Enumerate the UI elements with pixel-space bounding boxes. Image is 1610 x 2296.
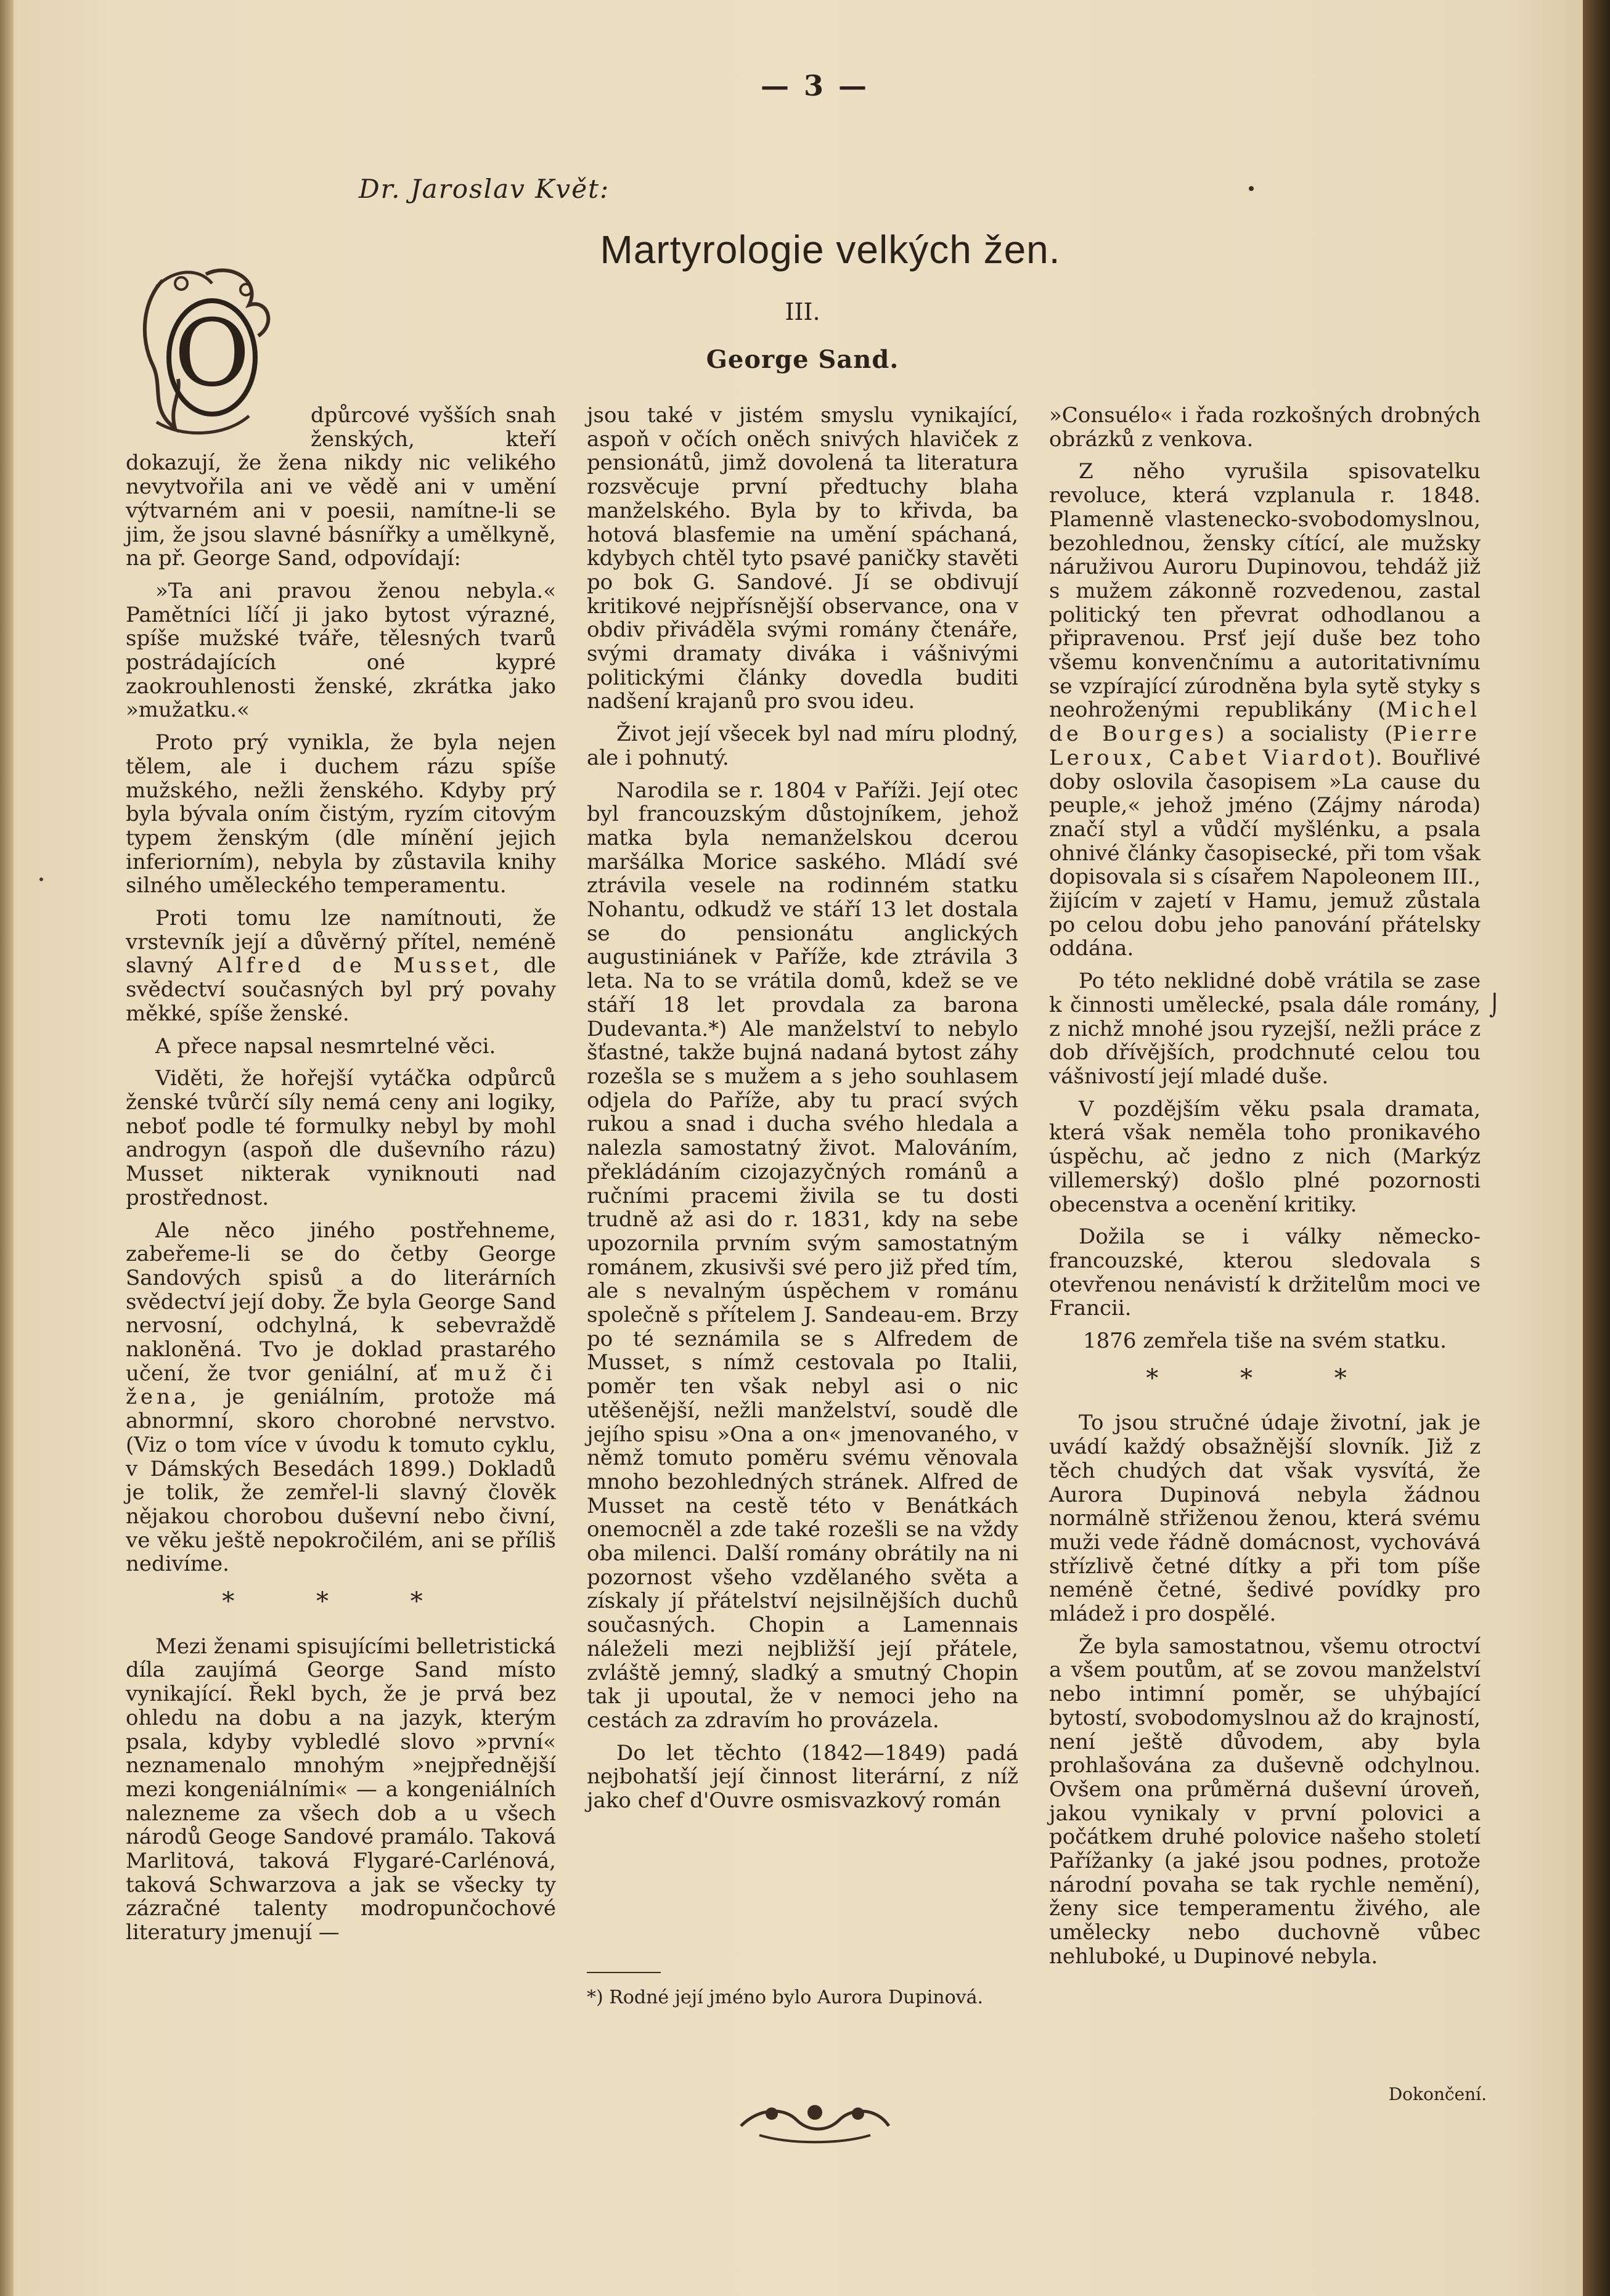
paragraph [126, 906, 556, 1026]
text: V pozdějším věku psala dramata, která však neměla toho pronikavého úspěchu, ač jedno z nich (Markýz villemerský) došlo plné pozornosti obecenstva a ocenění kritiky. [1049, 1096, 1481, 1217]
text: Viděti, že hořejší vytáčka odpůrců ženské tvůrčí síly nemá ceny ani logiky, neboť podle té formulky nebyl by mohl androgyn (aspoň dle duševního rázu) Musset nikterak vyniknouti nad prostřednost. [126, 1066, 556, 1210]
paragraph [1049, 1329, 1481, 1353]
text: Dožila se i války německo-francouzské, kterou sledovala s otevřenou nenávistí k držitelům moci ve Francii. [1049, 1224, 1481, 1321]
paragraph [1049, 404, 1481, 451]
section-separator: * * * [1146, 1364, 1384, 1393]
text: Že byla samostatnou, všemu otroctví a všem poutům, ať se zovou manželství nebo intimní poměr, se uhýbající bytostí, svobodomyslnou až do krajností, není ještě důvodem, aby byla prohlašována za duševně odchylnou. Ovšem ona průměrná duševní úroveň, jakou vynikaly v první polovici a počátkem druhé polovice našeho století Pařížanky (a jaké jsou podnes, protože národní povaha se tak rychle nemění), ženy sice temperamentu živého, ale umělecky nebo duchovně vůbec nehluboké, u Dupinové nebyla. [1049, 1634, 1481, 1969]
text: dpůrcové vyšších snah ženských, kteří dokazují, že žena nikdy nic velikého nevytvořila ani ve vědě ani v umění výtvarném ani v poesii, namítne-li se jim, že jsou slavné básnířky a umělkyně, na př. George Sand, odpovídají: [126, 403, 556, 571]
text: To jsou stručné údaje životní, jak je uvádí každý obsažnější slovník. Již z těch chudých dat však vysvítá, že Aurora Dupinová nebyla žádnou normálně střiženou ženou, která svému muži vede řádně domácnost, vychovává střízlivě četné dítky a při tom píše neméně četné, šedivé povídky pro mládež i pro dospělé. [1049, 1411, 1481, 1627]
author-byline: Dr. Jaroslav Květ: [359, 174, 610, 204]
paragraph [126, 579, 556, 722]
text: Po této neklidné době vrátila se zase k činnosti umělecké, psala dále romány, z nichž mnohé jsou ryzejší, nežli práce z dob dřívějších, prodchnuté celou tou vášnivostí její mladé duše. [1049, 969, 1481, 1089]
column-1 [126, 300, 557, 1953]
text: Ale něco jiného postřehneme, zabeřeme-li se do četby George Sandových spisů a do literárních svědectví její doby. Že byla George Sand nervosní, odchylná, k sebevraždě nakloněná. Tvo je doklad prastarého učení, že tvor geniální, ať [126, 1218, 556, 1386]
ornament-initial-o-icon [120, 262, 304, 441]
paragraph [126, 1067, 556, 1210]
paragraph [126, 1635, 556, 1945]
paragraph [1049, 1411, 1481, 1626]
paragraph [1049, 1097, 1481, 1217]
ornamental-initial [120, 262, 304, 441]
text: Proti tomu lze namítnouti, že vrstevník její a důvěrný přítel, neméně slavný [126, 906, 556, 979]
text: Proto prý vynikla, že byla nejen tělem, ale i duchem rázu spíše mužského, nežli ženského. Kdyby prý byla bývala oním čistým, ryzím citovým typem ženským (dle mínění jejich inferiorním), nebyla by zůstavila knihy silného uměleckého temperamentu. [126, 730, 556, 898]
text: Narodila se r. 1804 v Paříži. Její otec byl francouzským důstojníkem, jehož matka byla nemanželskou dcerou maršálka Morice saského. Mládí své ztrávila vesele na rodinném statku Nohantu, odkudž ve stáří 13 let dostala se do pensionátu anglických augustiniánek v Paříže, kde ztrávila 3 leta. Na to se vrátila domů, kdež se ve stáří 18 let provdala za barona Dudevanta.*) Ale manželství to nebylo šťastné, takže bujná nadaná bytost záhy rozešla se s mužem a s jeho souhlasem odjela do Paříže, aby tu prací svých rukou a snad i ducha svého hledala a nalezla samostatný život. Malováním, překládáním cizojazyčných románů a ručními pracemi živila se tu dosti trudně až asi do r. 1831, kdy na sebe upozornila prvním svým samostatným románem, zkusivši své pero již před tím, ale s nevalným úspěchem v románu společně s přítelem J. Sandeau-em. Brzy po té seznámila se s Alfredem de Musset, s nímž cestovala po Italii, poměr ten však nebyl asi o nic utěšenější, nežli manželství, soudě dle jejího spisu »Ona a on« jmenovaného, v němž tomuto poměru svému věnovala mnoho bezohledných stránek. Alfred de Musset na cestě této v Benátkách onemocněl a zde také rozešli se na vždy oba milenci. Další romány obrátily na ni pozornost všeho vzdělaného světa a získaly jí přátelství nejsilnějších duchů současných. Chopin a Lamennais náleželi mezi nejbližší její přátele, zvláště jemný, sladký a smutný Chopin tak ji upoutal, že v nemoci jeho na cestách za zdravím ho provázela. [587, 778, 1018, 1733]
speck [1249, 186, 1254, 191]
text: Do let těchto (1842—1849) padá nejbohatší její činnost literární, z níž jako chef d'Ouvre osmisvazkový román [587, 1740, 1018, 1814]
page-left-edge [0, 0, 14, 2296]
text: , je geniálním, protože má abnormní, skoro chorobné nervstvo. (Viz o tom více v úvodu k tomuto cyklu, v Dámských Besedách 1899.) Dokladů je tolik, že zemřel-li slavný člověk nějakou chorobou duševní nebo čivní, ve věku ještě nepokročilém, ani se příliš nedivíme. [126, 1385, 556, 1577]
paragraph [587, 404, 1018, 714]
book-spine [1583, 0, 1610, 2296]
paragraph [1049, 1225, 1481, 1321]
text: »Consuélo« i řada rozkošných drobných obrázků z venkova. [1049, 403, 1481, 452]
section-separator: * * * [222, 1587, 460, 1616]
margin-mark: ⌡ [1489, 993, 1500, 1018]
paragraph [1049, 1635, 1481, 1969]
spaced-name: Michel de Bourges [1049, 698, 1481, 747]
column-2 [587, 404, 1018, 1822]
continuation-note: Dokončení. [1388, 2084, 1487, 2104]
text: jsou také v jistém smyslu vynikající, aspoň v očích oněch snivých hlaviček z pensionátů, jimž dovolená ta literatura rozsvěcuje první předtuchy blaha manželského. Byla by to křivda, ba hotová blasfemie na umění spáchaná, kdybych chtěl tyto psavé paničky stavěti po bok G. Sandové. Jí se obdivují kritikové nejpřísnější observance, ona v obdiv přiváděla svými romány čtenáře, svými dramaty diváka i vášnivými politickými články dovedla buditi nadšení krajanů pro svou ideu. [587, 403, 1018, 714]
text: Z něho vyrušila spisovatelku revoluce, která vzplanula r. 1848. Plamenně vlastenecko-svobodomyslnou, bezohlednou, žensky cítící, ale mužsky náruživou Auroru Dupinovou, tehdáž již s mužem zákonně rozvedenou, zastal politický ten převrat odhodlanou a připravenou. Prsť její duše bez toho všemu konvenčnímu a autoritativnímu se vzpírající zúrodněna byla sytě styky s neohroženými republikány ( [1049, 459, 1481, 723]
paragraph [1049, 460, 1481, 961]
footnote-rule [587, 1972, 661, 1973]
closing-ornament-icon [735, 2095, 895, 2144]
text: A přece napsal nesmrtelné věci. [155, 1033, 496, 1059]
text: »Ta ani pravou ženou nebyla.« Pamětníci líčí ji jako bytost výrazné, spíše mužské tváře, tělesných tvarů postrádajících oné kypré zaokrouhlenosti ženské, zkrátka jako »mužatku.« [126, 578, 556, 723]
paragraph [1049, 969, 1481, 1089]
magazine-page [14, 0, 1596, 2296]
margin-speck [39, 877, 43, 881]
spaced-name: Pierre Leroux, Cabet Viardot [1049, 722, 1481, 770]
page-number: — 3 — [760, 69, 870, 102]
text: ). Bouřlivé doby oslovila časopisem »La cause du peuple,« jehož jméno (Zájmy národa) značí styl a vůdčí myšlénku, a psala ohnivé články časopisecké, při tom však dopisovala si s císařem Napoleonem III., žijícím v zajetí v Hamu, jemuž zůstala po celou dobu jeho panování přátelsky oddána. [1049, 745, 1481, 961]
text: ) a socialisty ( [1216, 722, 1393, 747]
paragraph [126, 731, 556, 898]
paragraph [126, 1035, 556, 1059]
paragraph [587, 1741, 1018, 1813]
footnote: *) Rodné její jméno bylo Aurora Dupinová. [587, 1987, 984, 2008]
paragraph [126, 1219, 556, 1577]
text: Život její všecek byl nad míru plodný, ale i pohnutý. [587, 722, 1018, 770]
initial-letter: O [174, 300, 250, 407]
column-3 [1049, 404, 1481, 1977]
text: 1876 zemřela tiše na svém statku. [1082, 1329, 1447, 1354]
part-number: III. [785, 298, 820, 325]
spaced-name: Alfred de Musset [216, 953, 493, 979]
article-title: Martyrologie velkých žen. [600, 227, 1061, 272]
spaced-text: muž či žena [126, 1361, 557, 1410]
paragraph [587, 779, 1018, 1733]
text: , dle svědectví současných byl prý povahy měkké, spíše ženské. [126, 953, 557, 1026]
paragraph [587, 722, 1018, 770]
article-subject: George Sand. [706, 345, 899, 374]
text: Mezi ženami spisujícími belletristická díla zaujímá George Sand místo vynikající. Řekl bych, že je prvá bez ohledu na dobu a na jazyk, kterým psala, kdyby vybledlé slovo »první« neznamenalo mnohým »nejpřednější mezi kongeniálními« — a kongeniálních nalezneme za všech dob a u všech národů Geoge Sandové pramálo. Taková Marlitová, taková Flygaré-Carlénová, taková Schwarzova a jak se všecky ty zázračné talenty modropunčochové literatury jmenují — [126, 1634, 556, 1945]
